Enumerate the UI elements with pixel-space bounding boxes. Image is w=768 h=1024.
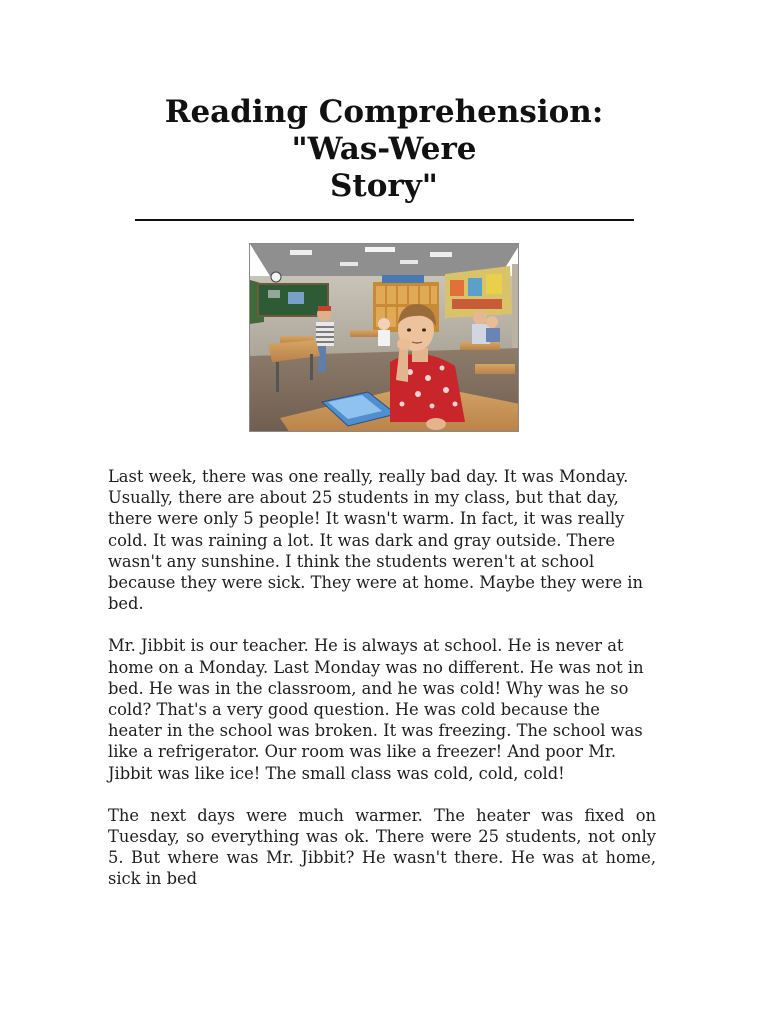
title-divider	[135, 219, 634, 221]
classroom-illustration	[249, 243, 519, 432]
story-paragraph-3: The next days were much warmer. The heater was fixed on Tuesday, so everything was ok. There were 25 students, not only 5. But where was Mr. Jibbit? He wasn't there. He was at home, sick in bed	[108, 805, 656, 889]
story-text	[108, 466, 656, 911]
story-paragraph-2: Mr. Jibbit is our teacher. He is always at school. He is never at home on a Monday. Last Monday was no different. He was not in bed. He was in the classroom, and he was cold! Why was he so cold? That's a very good question. He was cold because the heater in the school was broken. It was freezing. The school was like a refrigerator. Our room was like a freezer! And poor Mr. Jibbit was like ice! The small class was cold, cold, cold!	[108, 636, 644, 783]
title-line-1: Reading Comprehension:	[164, 94, 604, 130]
page-title	[0, 94, 768, 205]
title-line-2: "Was-Were	[291, 131, 477, 167]
title-line-3: Story"	[330, 168, 438, 204]
story-paragraph-1: Last week, there was one really, really bad day. It was Monday. Usually, there are about 25 students in my class, but that day, there were only 5 people! It wasn't warm. In fact, it was really cold. It was raining a lot. It was dark and gray outside. There wasn't any sunshine. I think the students weren't at school because they were sick. They were at home. Maybe they were in bed.	[108, 467, 643, 614]
classroom-scene-icon	[250, 244, 519, 432]
